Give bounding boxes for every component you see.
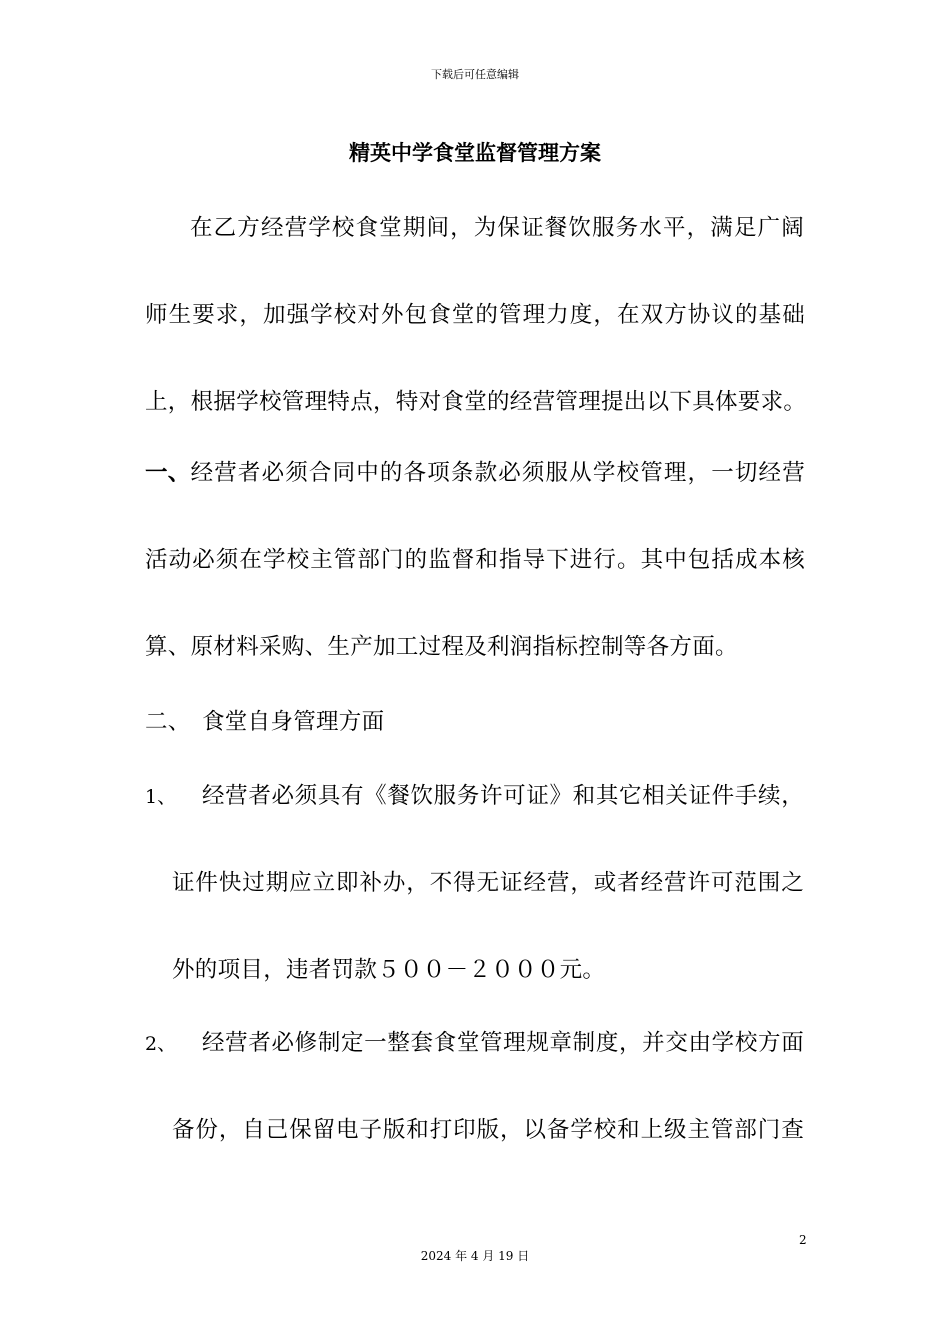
- page-header-note: 下载后可任意编辑: [431, 68, 519, 81]
- section-1-marker: 一、: [145, 460, 191, 486]
- footer-date: 2024 年 4 月 19 日: [420, 1249, 530, 1263]
- section-1-line-3: 算、原材料采购、生产加工过程及利润指标控制等各方面。: [145, 634, 738, 660]
- section-2-heading: 食堂自身管理方面: [202, 709, 385, 735]
- intro-line-2: 师生要求，加强学校对外包食堂的管理力度，在双方协议的基础: [145, 302, 805, 328]
- section-1-line-1: [145, 455, 805, 487]
- intro-line-3: 上，根据学校管理特点，特对食堂的经营管理提出以下具体要求。: [145, 389, 807, 415]
- item-2-line-1: 经营者必修制定一整套食堂管理规章制度，并交由学校方面: [202, 1030, 804, 1056]
- section-2-marker: 二、: [145, 709, 191, 735]
- item-2-line-2: 备份，自己保留电子版和打印版，以备学校和上级主管部门查: [172, 1117, 804, 1143]
- document-title: 精英中学食堂监督管理方案: [349, 141, 601, 165]
- item-1-line-3: 外的项目，违者罚款５００－２０００元。: [172, 957, 606, 983]
- item-1-line-2: 证件快过期应立即补办，不得无证经营，或者经营许可范围之: [172, 870, 804, 896]
- item-2-number: 2、: [145, 1033, 177, 1055]
- item-1-number: 1、: [145, 786, 177, 808]
- intro-line-1: 在乙方经营学校食堂期间，为保证餐饮服务水平，满足广阔: [190, 215, 804, 241]
- item-1-line-1: 经营者必须具有《餐饮服务许可证》和其它相关证件手续，: [202, 783, 804, 809]
- section-1-text: 经营者必须合同中的各项条款必须服从学校管理，一切经营: [190, 460, 805, 486]
- section-1-line-2: 活动必须在学校主管部门的监督和指导下进行。其中包括成本核: [145, 547, 805, 573]
- page-number: 2: [799, 1233, 807, 1247]
